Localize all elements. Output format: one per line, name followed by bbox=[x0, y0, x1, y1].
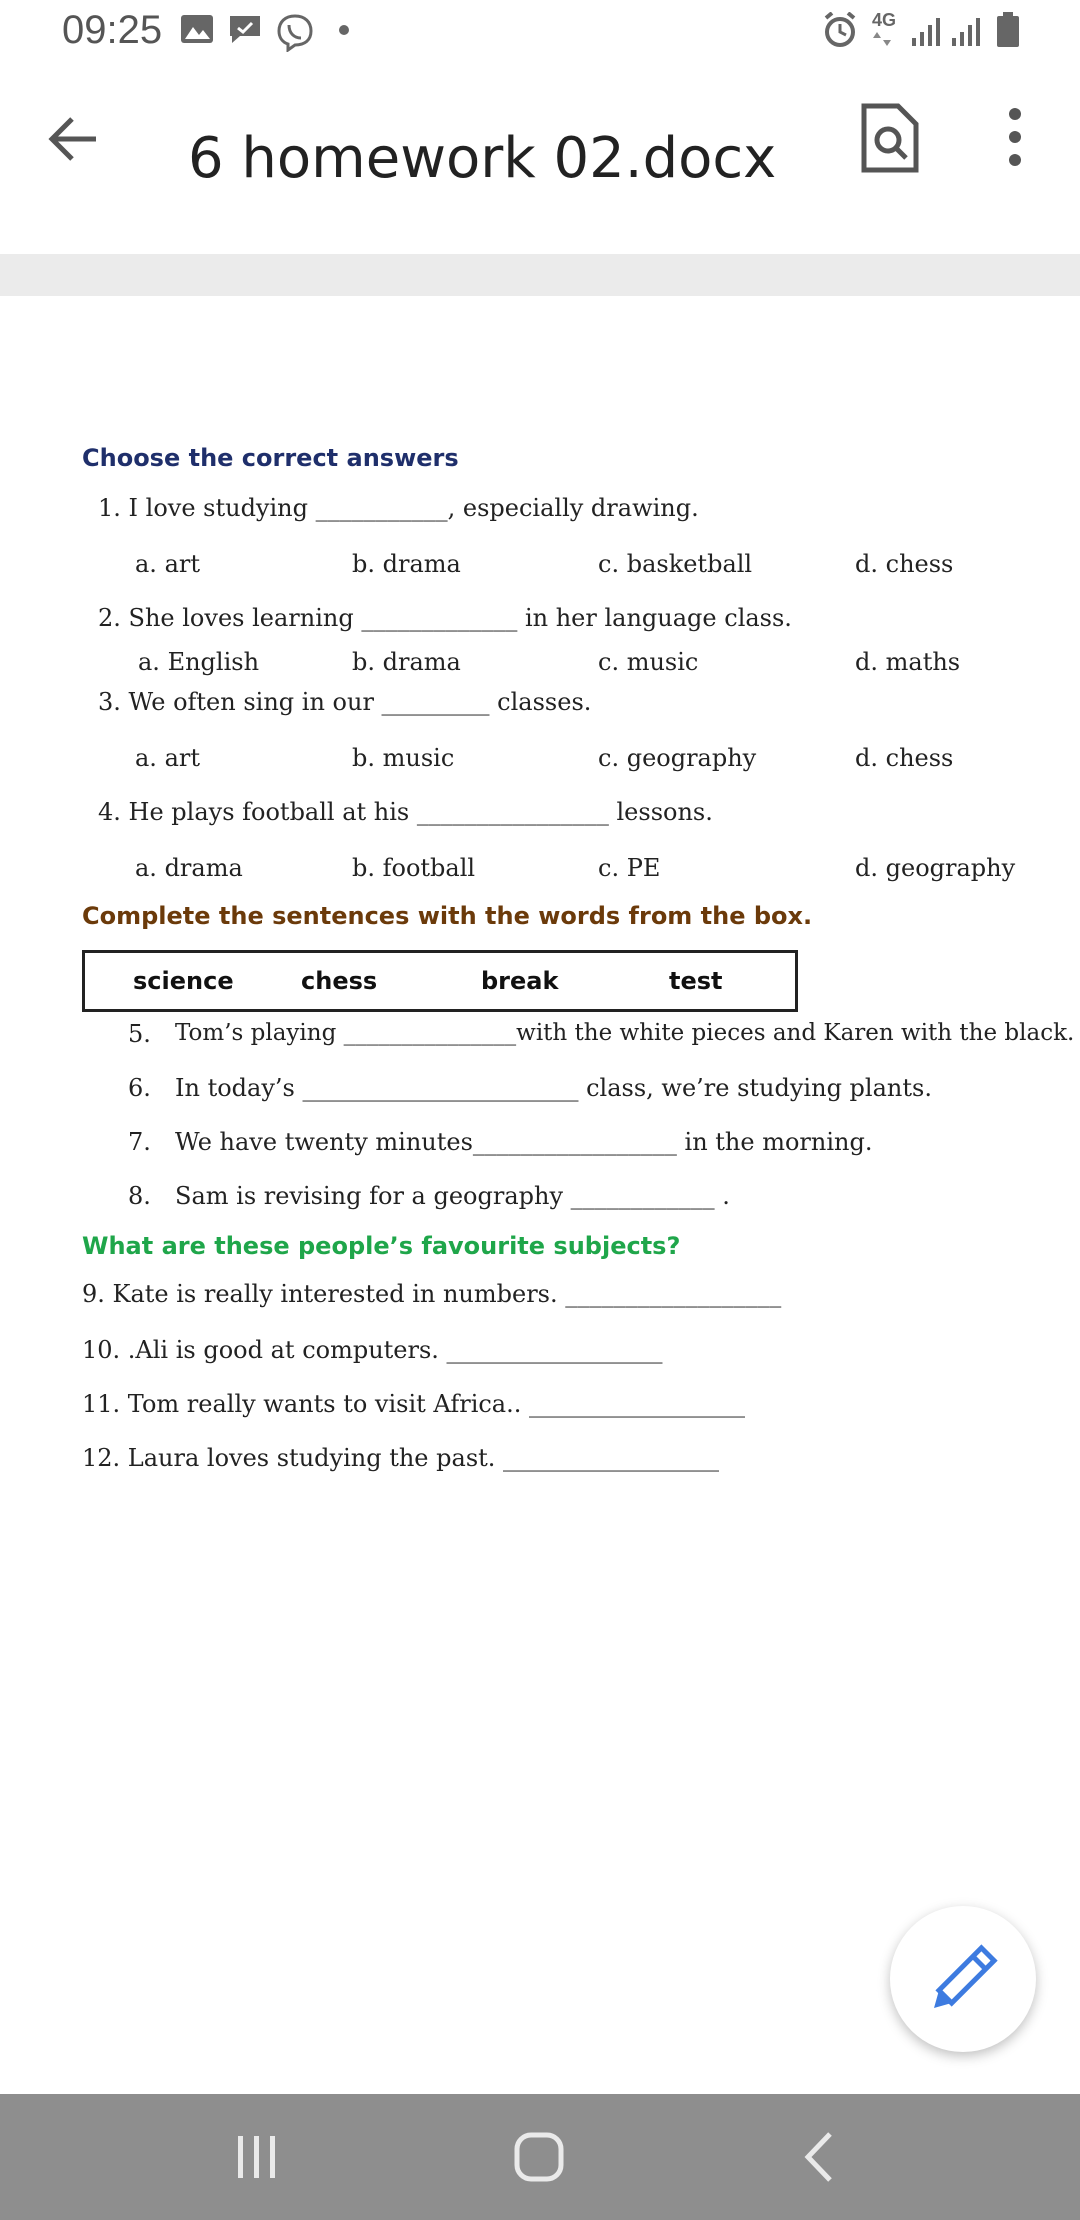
status-bar bbox=[0, 0, 1080, 64]
section-heading-favourite: What are these people’s favourite subjects? bbox=[82, 1232, 681, 1260]
option-1d: d. chess bbox=[855, 550, 954, 578]
network-label: 4G bbox=[872, 10, 897, 30]
section-heading-complete: Complete the sentences with the words from the box. bbox=[82, 902, 813, 930]
word-box bbox=[82, 950, 798, 1012]
data-arrows-icon bbox=[872, 32, 892, 46]
alarm-icon bbox=[822, 12, 858, 48]
back-arrow-icon[interactable] bbox=[40, 104, 110, 174]
option-4d: d. geography bbox=[855, 854, 1016, 882]
viber-icon bbox=[276, 14, 314, 52]
section-heading-choose: Choose the correct answers bbox=[82, 444, 459, 472]
sentence-7: We have twenty minutes_________________ in the morning. bbox=[175, 1128, 873, 1156]
word-box-item: chess bbox=[301, 967, 378, 995]
notification-dot-icon bbox=[338, 24, 350, 36]
system-nav-bar bbox=[0, 2094, 1080, 2220]
question-1: 1. I love studying ___________, especially drawing. bbox=[98, 494, 699, 522]
recent-apps-icon[interactable] bbox=[222, 2124, 292, 2190]
option-2a: a. English bbox=[138, 648, 260, 676]
toolbar-divider bbox=[0, 254, 1080, 296]
message-icon bbox=[228, 14, 262, 44]
signal-icon bbox=[910, 16, 944, 46]
option-3a: a. art bbox=[135, 744, 200, 772]
app-bar bbox=[0, 64, 1080, 254]
option-3b: b. music bbox=[352, 744, 455, 772]
item-12: 12. Laura loves studying the past. __________________ bbox=[82, 1444, 720, 1472]
option-2c: c. music bbox=[598, 648, 699, 676]
word-box-item: science bbox=[133, 967, 234, 995]
word-box-item: test bbox=[669, 967, 723, 995]
question-4: 4. He plays football at his ________________ lessons. bbox=[98, 798, 713, 826]
sentence-8-number: 8. bbox=[128, 1182, 151, 1210]
option-2b: b. drama bbox=[352, 648, 461, 676]
document-page bbox=[0, 296, 1080, 2094]
sentence-5: Tom’s playing _______________with the white pieces and Karen with the black. bbox=[175, 1020, 1075, 1046]
option-3d: d. chess bbox=[855, 744, 954, 772]
sentence-6: In today’s _______________________ class, we’re studying plants. bbox=[175, 1074, 932, 1102]
option-4a: a. drama bbox=[135, 854, 243, 882]
question-3: 3. We often sing in our _________ classes. bbox=[98, 688, 592, 716]
sentence-7-number: 7. bbox=[128, 1128, 151, 1156]
signal-icon-2 bbox=[950, 16, 984, 46]
edit-pencil-icon bbox=[890, 1906, 1036, 2052]
item-11: 11. Tom really wants to visit Africa.. __________________ bbox=[82, 1390, 745, 1418]
nav-back-icon[interactable] bbox=[786, 2124, 856, 2190]
word-box-item: break bbox=[481, 967, 559, 995]
option-1a: a. art bbox=[135, 550, 200, 578]
item-10: 10. .Ali is good at computers. __________________ bbox=[82, 1336, 663, 1364]
battery-icon bbox=[996, 12, 1020, 48]
image-icon bbox=[180, 14, 214, 44]
option-4b: b. football bbox=[352, 854, 476, 882]
status-time: 09:25 bbox=[62, 8, 163, 52]
question-2: 2. She loves learning _____________ in her language class. bbox=[98, 604, 792, 632]
option-2d: d. maths bbox=[855, 648, 961, 676]
sentence-5-number: 5. bbox=[128, 1020, 151, 1048]
option-1b: b. drama bbox=[352, 550, 461, 578]
option-3c: c. geography bbox=[598, 744, 757, 772]
sentence-8: Sam is revising for a geography ____________ . bbox=[175, 1182, 730, 1210]
option-1c: c. basketball bbox=[598, 550, 753, 578]
edit-fab-button[interactable] bbox=[890, 1906, 1036, 2052]
option-4c: c. PE bbox=[598, 854, 661, 882]
document-search-icon[interactable] bbox=[858, 102, 922, 174]
sentence-6-number: 6. bbox=[128, 1074, 151, 1102]
home-icon[interactable] bbox=[504, 2124, 574, 2190]
more-vert-icon[interactable] bbox=[990, 104, 1040, 174]
document-title: 6 homework 02.docx bbox=[188, 126, 777, 191]
item-9: 9. Kate is really interested in numbers. __________________ bbox=[82, 1280, 782, 1308]
